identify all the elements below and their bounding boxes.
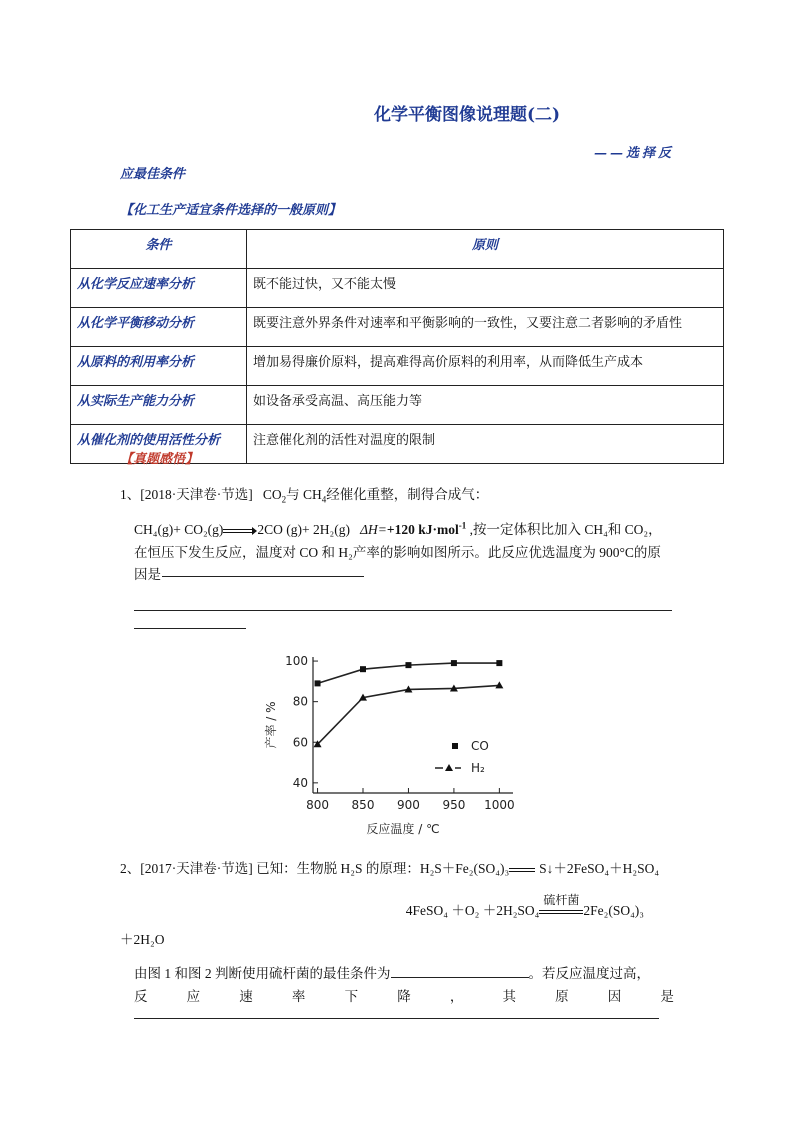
y-tick-label: 100 [285,654,308,669]
y-tick-label: 60 [292,735,308,750]
data-point-co [496,660,502,666]
question-number: 2、 [120,861,141,876]
x-tick-label: 850 [351,798,375,812]
equation-tail: ,按一定体积比加入 CH₄和 CO₂， [469,522,662,537]
principle-cell: 既要注意外界条件对速率和平衡影响的一致性，又要注意二者影响的矛盾性 [247,308,724,347]
subscript: 4 [321,494,327,505]
condition-cell: 从化学平衡移动分析 [71,308,247,347]
x-tick-label: 800 [306,798,329,812]
question-1-equation [134,518,662,538]
equals-arrow-icon [509,865,539,875]
intro-text: S↓＋2FeSO₄＋H₂SO₄ [539,861,660,876]
question-number: 1、 [120,487,141,502]
table-row [71,269,724,308]
intro-text: CO [262,487,282,502]
table-row [71,386,724,425]
x-tick-label: 950 [442,798,466,812]
section-title: 【化工生产适宜条件选择的一般原则】 [120,203,342,218]
justified-char: 因 [607,989,622,1004]
equilibrium-arrow-icon [223,526,257,536]
justified-char: 是 [660,989,674,1004]
answer-line[interactable] [134,610,672,611]
data-point-co [405,662,411,668]
justified-char: ， [449,989,464,1004]
equation-left: CH₄(g)+ CO₂(g) [134,522,224,537]
table-row [71,347,724,386]
question-2-justified-line [134,985,674,1005]
exam-heading: 【真题感悟】 [120,452,199,467]
legend-marker-h2 [445,764,453,771]
question-text: 。若反应温度过高， [528,966,650,981]
column-header-condition: 条件 [71,230,247,269]
justified-char: 反 [134,989,148,1004]
x-axis-label: 反应温度 / ℃ [366,822,440,836]
page-title: 化学平衡图像说理题(二) [373,105,561,125]
answer-blank[interactable] [391,965,529,978]
answer-line[interactable] [134,628,246,629]
justified-char: 下 [344,989,359,1004]
principle-cell: 增加易得廉价原料，提高难得高价原料的利用率，从而降低生产成本 [247,347,724,386]
justified-char: 速 [239,989,253,1004]
condition-cell: 从化学反应速率分析 [71,269,247,308]
yield-temperature-chart [255,645,525,840]
principle-cell: 既不能过快，又不能太慢 [247,269,724,308]
delta-h-label: ΔH= [360,522,387,537]
principle-cell: 注意催化剂的活性对温度的限制 [247,425,724,464]
justified-char: 应 [186,989,201,1004]
question-1-text: 因是 [134,567,161,582]
x-tick-label: 1000 [484,798,515,812]
question-2-equation-tail: ＋2H₂O [120,932,165,947]
y-tick-label: 80 [292,694,308,709]
data-point-co [315,680,321,686]
justified-char: 降 [397,989,411,1004]
data-point-co [360,666,366,672]
catalyst-arrow-icon [539,892,583,918]
intro-text: 经催化重整，制得合成气： [326,487,489,502]
intro-text: 与 CH [286,487,322,502]
question-2-intro [120,857,659,877]
data-point-co [451,660,457,666]
principles-table [70,229,724,464]
y-tick-label: 40 [292,775,308,790]
page-subtitle-continued: 应最佳条件 [120,167,186,182]
question-1-intro [120,483,488,505]
answer-blank[interactable] [162,576,364,577]
question-source: [2017·天津卷·节选] [140,861,253,876]
delta-h-value: +120 kJ·mol [386,522,459,537]
intro-text: 已知：生物脱 H₂S 的原理：H₂S＋Fe₂(SO₄)₃ [256,861,510,876]
question-1-text: 在恒压下发生反应，温度对 CO 和 H₂产率的影响如图所示。此反应优选温度为 900°C的原 [134,545,661,560]
y-axis-label: 产率 / % [264,701,278,749]
table-header-row [71,230,724,269]
condition-cell: 从实际生产能力分析 [71,386,247,425]
justified-char: 率 [291,989,306,1004]
condition-cell: 从原料的利用率分析 [71,347,247,386]
justified-char: 其 [502,989,516,1004]
question-2-equation [405,892,644,919]
answer-line[interactable] [134,1018,659,1019]
catalyst-label: 硫杆菌 [543,892,580,907]
x-tick-label: 900 [397,798,420,812]
legend-label-co: CO [471,739,489,753]
question-source: [2018·天津卷·节选] [140,487,253,502]
series-line-h2 [318,685,500,744]
equation-right: 2Fe₂(SO₄)₃ [583,903,644,918]
column-header-principle: 原则 [247,230,724,269]
question-2-text [134,962,650,982]
principle-cell: 如设备承受高温、高压能力等 [247,386,724,425]
page-subtitle: ——选择反 [593,146,674,161]
equation-right: 2CO (g)+ 2H₂(g) [257,522,350,537]
subscript: 2 [281,494,287,505]
condition-cell: 从催化剂的使用活性分析 [71,425,247,464]
legend-marker-co [452,743,458,749]
question-text: 由图 1 和图 2 判断使用硫杆菌的最佳条件为 [134,966,391,981]
equation-left: 4FeSO₄ ＋O₂ ＋2H₂SO₄ [405,903,540,918]
legend-label-h2: H₂ [471,761,485,775]
justified-char: 原 [555,989,569,1004]
superscript: -1 [458,520,467,531]
table-row [71,308,724,347]
